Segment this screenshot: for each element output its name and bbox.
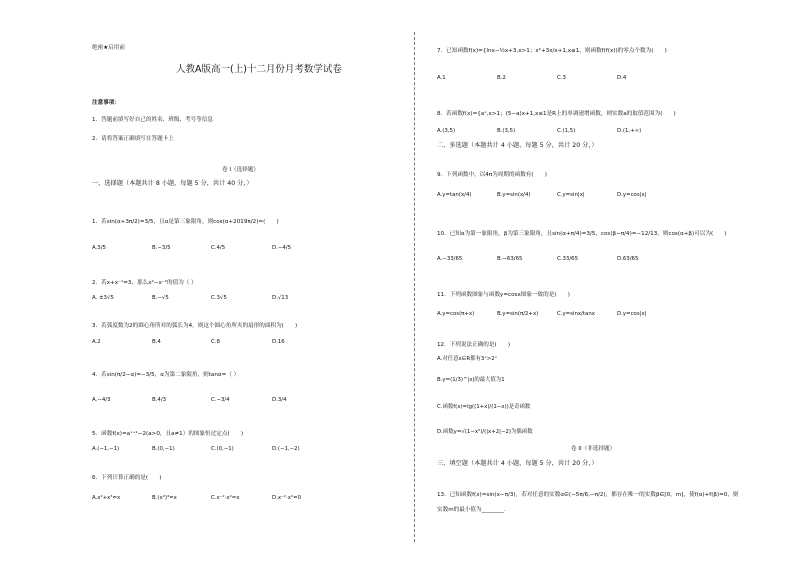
question-11: 11．下列函数图象与函数y=cosx图象一致的是( ) [437,292,570,298]
question-13-continued: 实数m的最小值为________. [437,507,506,513]
q5-option-c: C.(0,−1) [211,446,234,452]
q4-option-c: C.−3/4 [211,397,230,403]
q4-option-b: B.4/3 [152,397,167,403]
q9-option-d: D.y=cos|x| [617,192,647,198]
page-title: 人教A版高一(上)十二月份月考数学试卷 [176,64,342,75]
q8-option-b: B.(3,5) [497,128,516,134]
question-6: 6．下列计算正确的是( ) [92,475,162,481]
question-9: 9．下列函数中，以4π为周期的函数有( ) [437,172,547,178]
question-5: 5．函数f(x)=aˣ⁺¹−2(a>0，且a≠1）的图象恒过定点( ) [92,431,244,437]
q2-option-b: B.−√5 [152,295,169,301]
q11-option-a: A.y=cos(π+x) [437,311,475,317]
part-1-label: 卷 I（选择题） [222,167,259,173]
q4-option-d: D.3/4 [272,397,287,403]
q1-option-a: A.3/5 [92,245,106,251]
section-3-heading: 三、填空题（本题共计 4 小题，每题 5 分，共计 20 分，） [437,460,598,467]
part-2-label: 卷 II（非选择题） [571,446,616,452]
q2-option-d: D.√13 [272,295,289,301]
question-8: 8．若函数f(x)={aˣ,x>1；(5−a)x+1,x≤1是R上的单调递增函数，则实数a的取值范围为( ) [437,111,676,117]
notice-heading: 注意事项： [92,100,120,106]
q9-option-c: C.y=sin|x| [557,192,585,198]
q7-option-c: C.3 [557,75,566,81]
q6-option-d: D.x⁻²·x²=0 [272,495,302,501]
section-1-heading: 一、选择题（本题共计 8 小题，每题 5 分，共计 40 分，） [92,180,253,187]
q1-option-c: C.4/5 [211,245,226,251]
q12-option-d: D.函数y=√(1−x²)/(|x+2|−2)为偶函数 [437,429,533,435]
q5-option-a: A.(−1,−1) [92,446,120,452]
q6-option-a: A.x²+x³=x [92,495,121,501]
secret-label: 绝密★启用前 [92,45,125,51]
q10-option-b: B.−63/65 [497,256,523,262]
q8-option-c: C.(1,5) [557,128,576,134]
q6-option-b: B.(x²)³=x [152,495,177,501]
q5-option-d: D.(−1,−2) [272,446,300,452]
q4-option-a: A.−4/3 [92,397,111,403]
q9-option-a: A.y=tan(x/4) [437,192,472,198]
q1-option-d: D.−4/5 [272,245,292,251]
q12-option-a: A.对任意x∈R都有3ˣ>2ˣ [437,356,498,362]
notice-item-2: 2．请将答案正确填写在答题卡上 [92,136,174,142]
q1-option-b: B.−3/5 [152,245,171,251]
q11-option-d: D.y=cos|x| [617,311,647,317]
notice-item-1: 1．答题前填写好自己的姓名、班级、考号等信息 [92,117,214,123]
q3-option-d: D.16 [272,339,285,345]
q8-option-a: A.(3,5) [437,128,456,134]
question-3: 3．若弧度数为2的圆心角所对的弧长为4，则这个圆心角所夹的扇形的面积为( ) [92,323,298,329]
q3-option-a: A.2 [92,339,101,345]
question-12: 12．下列说法正确的是( ) [437,342,511,348]
q2-option-c: C.3√5 [211,295,227,301]
q8-option-d: D.(1,+∞) [617,128,642,134]
q10-option-d: D.63/65 [617,256,639,262]
q7-option-d: D.4 [617,75,627,81]
question-10: 10．已知α为第一象限角，β为第三象限角，且sin(α+π/4)=3/5，cos(β−π/4)=−12/13，则cos(α+β)可以为( ) [437,231,727,237]
q5-option-b: B.(0,−1) [152,446,175,452]
q7-option-a: A.1 [437,75,446,81]
q9-option-b: B.y=sin(x/4) [497,192,531,198]
q7-option-b: B.2 [497,75,506,81]
question-13: 13．已知函数f(x)=sin(x−π/3)，若对任意的实数α∈(−5π/6,−π/2)，都存在唯一的实数β∈[0，m]，使f(α)+f(β)=0，则 [437,492,739,498]
question-7: 7．已知函数f(x)={lnx−½x+3,x>1；x²+3x/x+1,x≤1，则函数f(f(x))的零点个数为( ) [437,48,667,54]
column-divider [414,32,415,542]
q11-option-b: B.y=sin(π/2+x) [497,311,539,317]
q2-option-a: A. ±3√5 [92,295,114,301]
q3-option-c: C.8 [211,339,220,345]
q11-option-c: C.y=sinx/tanx [557,311,595,317]
question-2: 2．若x+x⁻¹=3，那么x²−x⁻²的值为（ ） [92,280,197,286]
q10-option-c: C.33/65 [557,256,579,262]
question-4: 4．若sin(π/2−α)=−3/5，α为第二象限角，则tanα=（ ） [92,372,240,378]
q12-option-c: C.函数f(x)=lg((1+x)/(1−x))是奇函数 [437,404,531,410]
q10-option-a: A.−33/65 [437,256,463,262]
question-1: 1．若sin(α+3π/2)=3/5，且α是第三象限角，则cos(α+2019π/2)=( ) [92,219,279,225]
q12-option-b: B.y=(1/3)^|x|的最大值为1 [437,377,505,383]
section-2-heading: 二、多选题（本题共计 4 小题，每题 5 分，共计 20 分，） [437,142,598,149]
q3-option-b: B.4 [152,339,161,345]
q6-option-c: C.x⁻²·x²=x [211,495,240,501]
